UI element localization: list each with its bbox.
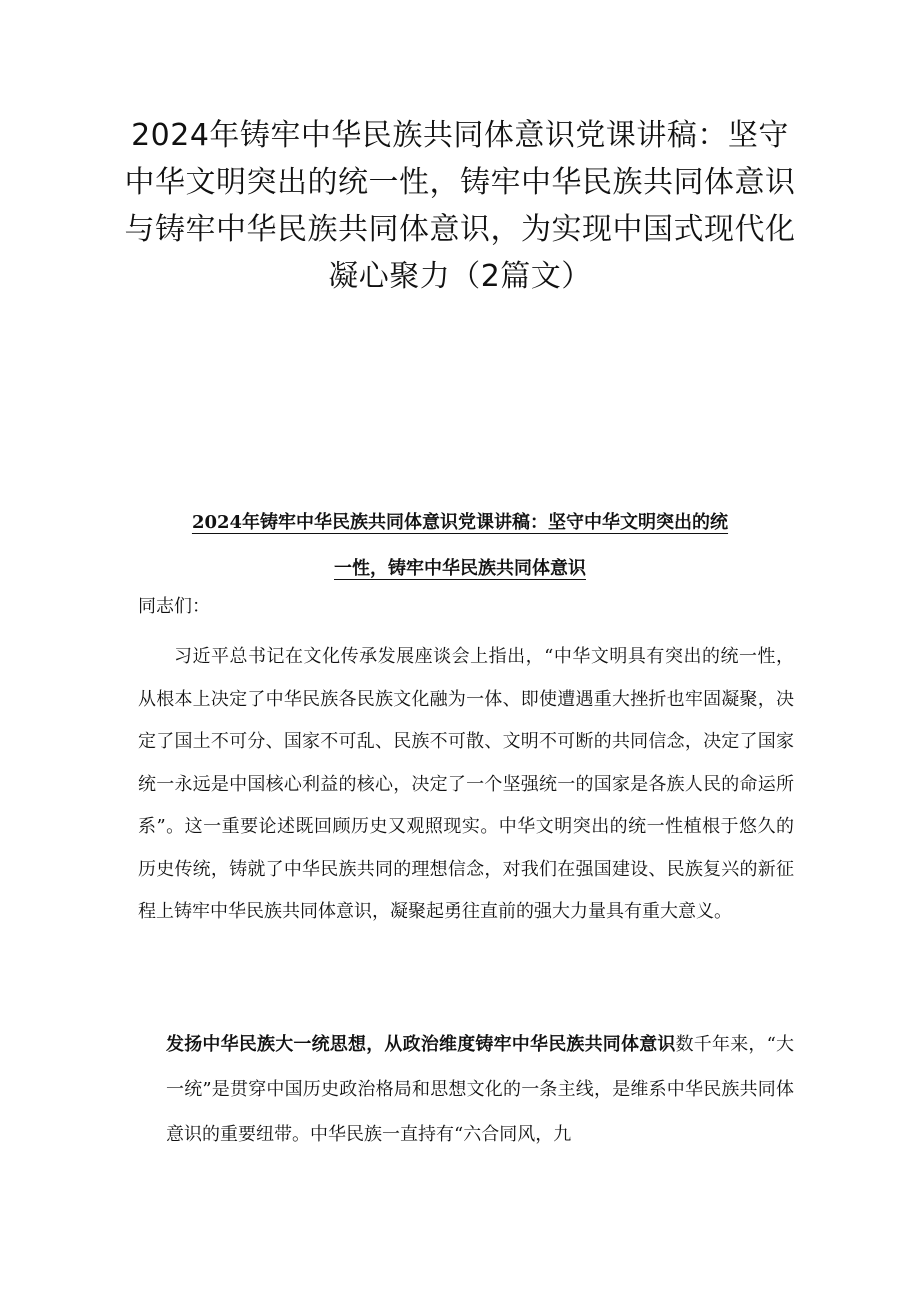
document-title: 2024年铸牢中华民族共同体意识党课讲稿：坚守中华文明突出的统一性，铸牢中华民族共同体意识与铸牢中华民族共同体意识，为实现中国式现代化凝心聚力（2篇文） — [124, 118, 796, 294]
paragraph-2-heading: 发扬中华民族大一统思想，从政治维度铸牢中华民族共同体意识 — [166, 1034, 676, 1055]
section-title-line-1: 2024年铸牢中华民族共同体意识党课讲稿：坚守中华文明突出的统 — [191, 512, 729, 533]
section-title-line-2: 一性，铸牢中华民族共同体意识 — [334, 558, 586, 579]
paragraph-1: 习近平总书记在文化传承发展座谈会上指出，“中华文明具有突出的统一性，从根本上决定了中华民族各民族文化融为一体、即使遭遇重大挫折也牢固凝聚，决定了国土不可分、国家不可乱、民族不可散、文明不可断的共同信念，决定了国家统一永远是中国核心利益的核心，决定了一个坚强统一的国家是各族人民的命运所系”。这一重要论述既回顾历史又观照现实。中华文明突出的统一性植根于悠久的历史传统，铸就了中华民族共同的理想信念，对我们在强国建设、民族复兴的新征程上铸牢中华民族共同体意识，凝聚起勇往直前的强大力量具有重大意义。 — [138, 646, 794, 922]
paragraph-2 — [166, 1022, 794, 1157]
salutation: 同志们： — [138, 596, 210, 617]
section-title — [130, 500, 790, 592]
paragraph-2-body: 数千年来，“大一统”是贯穿中国历史政治格局和思想文化的一条主线，是维系中华民族共同体意识的重要纽带。中华民族一直持有“六合同风，九 — [166, 1034, 795, 1145]
